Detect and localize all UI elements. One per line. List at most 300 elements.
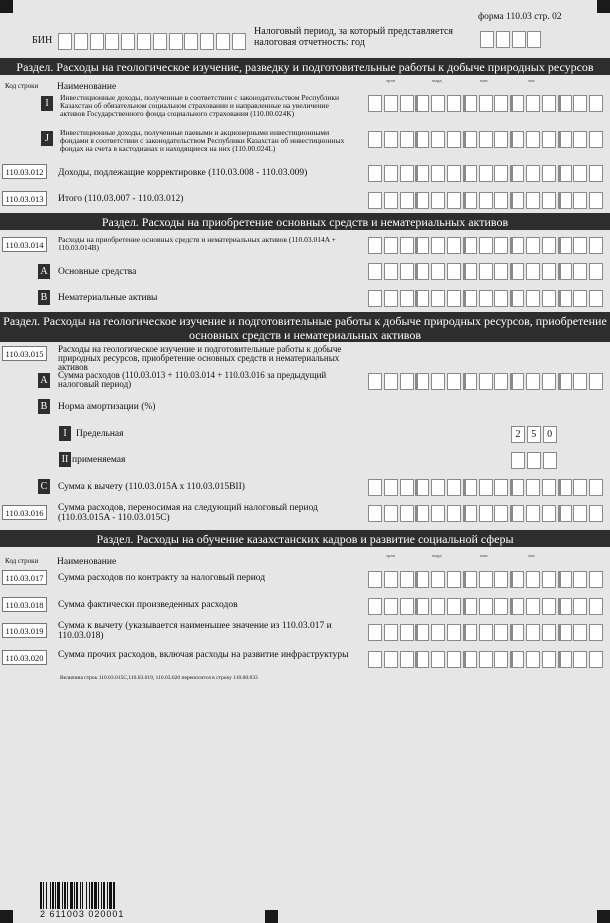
amount-cell[interactable] xyxy=(447,263,461,280)
amount-cell[interactable] xyxy=(384,598,398,615)
amount-cell[interactable] xyxy=(400,598,414,615)
row-letter-II-015: II xyxy=(59,452,71,467)
amount-cell[interactable] xyxy=(447,373,461,390)
amount-cell[interactable] xyxy=(558,165,572,182)
amount-cell[interactable] xyxy=(463,571,477,588)
amount-cell[interactable] xyxy=(384,373,398,390)
amount-cell[interactable] xyxy=(431,95,445,112)
unit-label: тыс xyxy=(528,78,535,83)
amount-cell[interactable] xyxy=(573,571,587,588)
amount-cell[interactable] xyxy=(573,598,587,615)
amount-cell[interactable] xyxy=(526,373,540,390)
bin-cell[interactable] xyxy=(200,33,214,50)
amount-cell[interactable] xyxy=(558,479,572,496)
amount-cell[interactable] xyxy=(589,192,603,209)
amount-cell[interactable] xyxy=(384,263,398,280)
amount-cell[interactable] xyxy=(447,290,461,307)
amount-cell[interactable] xyxy=(526,598,540,615)
amount-cell[interactable] xyxy=(415,373,429,390)
bin-cell[interactable] xyxy=(121,33,135,50)
row-label-110-03-020: Сумма прочих расходов, включая расходы на развитие инфраструктуры xyxy=(58,650,349,660)
amount-cell[interactable] xyxy=(573,624,587,641)
row-letter-B-015: B xyxy=(38,399,50,414)
bin-cell[interactable] xyxy=(216,33,230,50)
amount-cell[interactable] xyxy=(542,192,556,209)
amount-cell[interactable] xyxy=(463,505,477,522)
amount-cell[interactable] xyxy=(510,237,524,254)
amount-cell[interactable] xyxy=(510,624,524,641)
amount-cell[interactable] xyxy=(431,373,445,390)
amount-cell[interactable] xyxy=(431,192,445,209)
bin-cell[interactable] xyxy=(169,33,183,50)
amount-cell[interactable] xyxy=(573,505,587,522)
amount-cell[interactable] xyxy=(573,192,587,209)
amount-cell[interactable] xyxy=(558,290,572,307)
amount-cell[interactable] xyxy=(463,192,477,209)
amount-cell[interactable] xyxy=(558,263,572,280)
amount-cell[interactable] xyxy=(400,165,414,182)
code-110-03-016: 110.03.016 xyxy=(2,505,47,520)
amount-cell[interactable] xyxy=(558,624,572,641)
amount-cell[interactable] xyxy=(431,290,445,307)
amount-cell[interactable] xyxy=(494,95,508,112)
amount-cell[interactable] xyxy=(573,237,587,254)
row-label-applied: применяемая xyxy=(72,455,126,465)
barcode-bar xyxy=(109,882,112,909)
year-cell[interactable] xyxy=(496,31,510,48)
amount-cell[interactable] xyxy=(368,505,382,522)
corner-mark-bottom-right xyxy=(597,910,610,923)
amount-cell[interactable] xyxy=(589,165,603,182)
amount-cell[interactable] xyxy=(431,505,445,522)
amount-cell[interactable] xyxy=(431,165,445,182)
amount-cell[interactable] xyxy=(447,131,461,148)
bin-label: БИН xyxy=(32,35,53,46)
row-label-110-03-015C: Сумма к вычету (110.03.015A x 110.03.015BII) xyxy=(58,482,245,492)
amount-cell[interactable] xyxy=(558,131,572,148)
amount-cell[interactable] xyxy=(463,131,477,148)
amount-cell[interactable] xyxy=(589,598,603,615)
corner-mark-bottom-left xyxy=(0,910,13,923)
amount-cell[interactable] xyxy=(542,598,556,615)
amount-cell[interactable] xyxy=(542,479,556,496)
amount-cell[interactable] xyxy=(479,373,493,390)
amount-cell[interactable] xyxy=(400,651,414,668)
barcode-bar xyxy=(89,882,90,909)
amount-cell[interactable] xyxy=(494,192,508,209)
amount-cell[interactable] xyxy=(542,131,556,148)
amount-cell[interactable] xyxy=(589,479,603,496)
amount-cell[interactable] xyxy=(368,192,382,209)
unit-label: млн xyxy=(480,78,488,83)
amount-cell[interactable] xyxy=(510,479,524,496)
amount-cell[interactable] xyxy=(431,624,445,641)
row-label-fixed-assets: Основные средства xyxy=(58,267,137,277)
applied-rate-cell[interactable] xyxy=(527,452,541,469)
amount-cell[interactable] xyxy=(558,192,572,209)
barcode-bar xyxy=(76,882,78,909)
amount-cell[interactable] xyxy=(431,479,445,496)
row-label-110-03-017: Сумма расходов по контракту за налоговый период xyxy=(58,573,266,583)
amount-cell[interactable] xyxy=(526,624,540,641)
amount-cell[interactable] xyxy=(589,290,603,307)
amount-cell[interactable] xyxy=(510,165,524,182)
amount-cell[interactable] xyxy=(400,237,414,254)
corner-mark-bottom-mid xyxy=(265,910,278,923)
amount-cell[interactable] xyxy=(384,651,398,668)
amount-cell[interactable] xyxy=(400,373,414,390)
amount-cell[interactable] xyxy=(447,651,461,668)
amount-cell[interactable] xyxy=(368,263,382,280)
amount-cell[interactable] xyxy=(384,624,398,641)
section-4-header: Раздел. Расходы на обучение казахстанских кадров и развитие социальной сферы xyxy=(0,530,610,547)
amount-cell[interactable] xyxy=(589,131,603,148)
amount-cell[interactable] xyxy=(494,290,508,307)
amount-cell[interactable] xyxy=(368,571,382,588)
footnote: Величина строк 110.03.015C,110.03.019, 110.03.020 переносится в строку 110.00.033 xyxy=(60,675,258,681)
row-label-limit: Предельная xyxy=(76,429,124,439)
barcode-bar xyxy=(52,882,54,909)
amount-cell[interactable] xyxy=(510,290,524,307)
amount-cell[interactable] xyxy=(526,165,540,182)
amount-cell[interactable] xyxy=(526,651,540,668)
amount-cell[interactable] xyxy=(573,290,587,307)
row-label-110-03-016: Сумма расходов, переносимая на следующий налоговый период (110.03.015A - 110.03.015C) xyxy=(58,503,318,523)
barcode-bar xyxy=(57,882,60,909)
amount-cell[interactable] xyxy=(384,192,398,209)
amount-cell[interactable] xyxy=(384,290,398,307)
amount-cell[interactable] xyxy=(400,290,414,307)
amount-cell[interactable] xyxy=(415,290,429,307)
amount-cell[interactable] xyxy=(479,505,493,522)
barcode-bar xyxy=(82,882,83,909)
amount-cell[interactable] xyxy=(526,290,540,307)
amount-cell[interactable] xyxy=(431,651,445,668)
unit-label: тыс xyxy=(528,553,535,558)
barcode-bar xyxy=(98,882,99,909)
amount-cell[interactable] xyxy=(542,373,556,390)
col-header-name: Наименование xyxy=(57,82,117,92)
amount-cell[interactable] xyxy=(558,237,572,254)
amount-cell[interactable] xyxy=(558,571,572,588)
amount-cell[interactable] xyxy=(431,131,445,148)
row-letter-A-015: A xyxy=(38,373,50,388)
amount-cell[interactable] xyxy=(384,95,398,112)
amount-cell[interactable] xyxy=(368,373,382,390)
amount-cell[interactable] xyxy=(415,263,429,280)
amount-cell[interactable] xyxy=(463,624,477,641)
bin-cell[interactable] xyxy=(137,33,151,50)
bin-cell[interactable] xyxy=(153,33,167,50)
barcode-bar xyxy=(46,882,47,909)
amount-cell[interactable] xyxy=(415,479,429,496)
amount-cell[interactable] xyxy=(415,192,429,209)
bin-cell[interactable] xyxy=(58,33,72,50)
amount-cell[interactable] xyxy=(558,505,572,522)
code-110-03-015: 110.03.015 xyxy=(2,346,47,361)
limit-rate-digit[interactable]: 5 xyxy=(527,426,541,443)
amount-cell[interactable] xyxy=(542,571,556,588)
barcode-bar xyxy=(103,882,105,909)
amount-cell[interactable] xyxy=(558,95,572,112)
row-letter-B: B xyxy=(38,290,50,305)
amount-cell[interactable] xyxy=(494,624,508,641)
unit-label: млрд xyxy=(432,553,442,558)
amount-cell[interactable] xyxy=(494,479,508,496)
amount-cell[interactable] xyxy=(368,651,382,668)
amount-cell[interactable] xyxy=(415,571,429,588)
unit-label: млрд xyxy=(432,78,442,83)
row-letter-J: J xyxy=(41,131,53,146)
amount-cell[interactable] xyxy=(463,263,477,280)
col-header-name-2: Наименование xyxy=(57,557,117,567)
amount-cell[interactable] xyxy=(384,237,398,254)
amount-cell[interactable] xyxy=(415,165,429,182)
amount-cell[interactable] xyxy=(368,131,382,148)
amount-cell[interactable] xyxy=(400,479,414,496)
row-label-110-03-013: Итого (110.03.007 - 110.03.012) xyxy=(58,194,184,204)
amount-cell[interactable] xyxy=(526,479,540,496)
amount-cell[interactable] xyxy=(573,131,587,148)
amount-cell[interactable] xyxy=(510,505,524,522)
amount-cell[interactable] xyxy=(526,505,540,522)
amount-cell[interactable] xyxy=(479,263,493,280)
unit-label: млн xyxy=(480,553,488,558)
amount-cell[interactable] xyxy=(526,131,540,148)
year-cell[interactable] xyxy=(480,31,494,48)
amount-cell[interactable] xyxy=(589,373,603,390)
section-2-header: Раздел. Расходы на приобретение основных средств и нематериальных активов xyxy=(0,213,610,230)
amount-cell[interactable] xyxy=(384,571,398,588)
barcode-bar xyxy=(86,882,87,909)
limit-rate-digit[interactable]: 0 xyxy=(543,426,557,443)
amount-cell[interactable] xyxy=(415,598,429,615)
amount-cell[interactable] xyxy=(431,263,445,280)
barcode-bar xyxy=(40,882,42,909)
applied-rate-cell[interactable] xyxy=(511,452,525,469)
amount-cell[interactable] xyxy=(494,165,508,182)
barcode-image xyxy=(40,882,140,909)
amount-cell[interactable] xyxy=(368,598,382,615)
amount-cell[interactable] xyxy=(447,165,461,182)
amount-cell[interactable] xyxy=(494,131,508,148)
amount-cell[interactable] xyxy=(479,571,493,588)
amount-cell[interactable] xyxy=(589,651,603,668)
amount-cell[interactable] xyxy=(494,571,508,588)
amount-cell[interactable] xyxy=(463,479,477,496)
amount-cell[interactable] xyxy=(494,237,508,254)
amount-cell[interactable] xyxy=(447,95,461,112)
amount-cell[interactable] xyxy=(415,131,429,148)
amount-cell[interactable] xyxy=(573,651,587,668)
amount-cell[interactable] xyxy=(573,95,587,112)
amount-cell[interactable] xyxy=(447,237,461,254)
amount-cell[interactable] xyxy=(542,651,556,668)
amount-cell[interactable] xyxy=(510,263,524,280)
amount-cell[interactable] xyxy=(384,479,398,496)
amount-cell[interactable] xyxy=(510,598,524,615)
barcode-bar xyxy=(74,882,75,909)
amount-cell[interactable] xyxy=(479,651,493,668)
amount-cell[interactable] xyxy=(573,263,587,280)
amount-cell[interactable] xyxy=(431,598,445,615)
amount-cell[interactable] xyxy=(400,192,414,209)
amount-cell[interactable] xyxy=(368,624,382,641)
amount-cell[interactable] xyxy=(494,651,508,668)
amount-cell[interactable] xyxy=(510,571,524,588)
amount-cell[interactable] xyxy=(447,624,461,641)
amount-cell[interactable] xyxy=(415,95,429,112)
amount-cell[interactable] xyxy=(463,651,477,668)
amount-cell[interactable] xyxy=(558,651,572,668)
amount-cell[interactable] xyxy=(479,165,493,182)
barcode-bar xyxy=(91,882,93,909)
amount-cell[interactable] xyxy=(510,192,524,209)
barcode-bar xyxy=(70,882,73,909)
unit-label: трлн xyxy=(386,78,395,83)
amount-cell[interactable] xyxy=(510,651,524,668)
amount-cell[interactable] xyxy=(573,165,587,182)
amount-cell[interactable] xyxy=(400,624,414,641)
code-110-03-017: 110.03.017 xyxy=(2,570,47,585)
amount-cell[interactable] xyxy=(384,165,398,182)
col-header-line-code-2: Код строки xyxy=(5,557,39,565)
amount-cell[interactable] xyxy=(415,237,429,254)
barcode-bar xyxy=(94,882,97,909)
amount-cell[interactable] xyxy=(400,505,414,522)
row-label-110-00-024K: Инвестиционные доходы, полученные в соответствии с законодательством Республики Казахстан об обязательном социальном страховании и направленные на увеличение активов Государственного фонда социального страхования (110.00.024K) xyxy=(60,93,340,118)
amount-cell[interactable] xyxy=(479,624,493,641)
amount-cell[interactable] xyxy=(400,131,414,148)
amount-cell[interactable] xyxy=(431,571,445,588)
amount-cell[interactable] xyxy=(479,192,493,209)
barcode-bar xyxy=(62,882,63,909)
amount-cell[interactable] xyxy=(510,95,524,112)
bin-cell[interactable] xyxy=(232,33,246,50)
amount-cell[interactable] xyxy=(415,651,429,668)
amount-cell[interactable] xyxy=(573,373,587,390)
barcode-bar xyxy=(107,882,108,909)
amount-cell[interactable] xyxy=(447,598,461,615)
amount-cell[interactable] xyxy=(479,131,493,148)
amount-cell[interactable] xyxy=(526,263,540,280)
amount-cell[interactable] xyxy=(589,624,603,641)
amount-cell[interactable] xyxy=(368,290,382,307)
amount-cell[interactable] xyxy=(558,373,572,390)
amount-cell[interactable] xyxy=(479,237,493,254)
amount-cell[interactable] xyxy=(573,479,587,496)
amount-cell[interactable] xyxy=(494,505,508,522)
amount-cell[interactable] xyxy=(447,479,461,496)
amount-cell[interactable] xyxy=(479,290,493,307)
amount-cell[interactable] xyxy=(400,263,414,280)
bin-cell[interactable] xyxy=(105,33,119,50)
amount-cell[interactable] xyxy=(447,571,461,588)
amount-cell[interactable] xyxy=(526,192,540,209)
amount-cell[interactable] xyxy=(558,598,572,615)
amount-cell[interactable] xyxy=(463,95,477,112)
row-label-110-03-014: Расходы на приобретение основных средств и нематериальных активов (110.03.014A + 110.03.014B) xyxy=(58,235,336,252)
amount-cell[interactable] xyxy=(542,95,556,112)
amount-cell[interactable] xyxy=(526,237,540,254)
amount-cell[interactable] xyxy=(384,505,398,522)
amount-cell[interactable] xyxy=(384,131,398,148)
amount-cell[interactable] xyxy=(589,237,603,254)
row-label-110-03-015A: Сумма расходов (110.03.013 + 110.03.014 + 110.03.016 за предыдущий налоговый период) xyxy=(58,370,327,389)
form-number: форма 110.03 стр. 02 xyxy=(478,12,562,22)
amount-cell[interactable] xyxy=(589,263,603,280)
barcode-bar xyxy=(43,882,44,909)
amount-cell[interactable] xyxy=(463,598,477,615)
limit-rate-digit[interactable]: 2 xyxy=(511,426,525,443)
barcode-bar xyxy=(101,882,102,909)
amount-cell[interactable] xyxy=(447,192,461,209)
bin-cell[interactable] xyxy=(184,33,198,50)
barcode-bar xyxy=(113,882,115,909)
bin-cell[interactable] xyxy=(74,33,88,50)
year-cell[interactable] xyxy=(527,31,541,48)
amount-cell[interactable] xyxy=(479,598,493,615)
amount-cell[interactable] xyxy=(542,290,556,307)
applied-rate-cell[interactable] xyxy=(543,452,557,469)
row-letter-C-015: C xyxy=(38,479,50,494)
amount-cell[interactable] xyxy=(400,95,414,112)
amount-cell[interactable] xyxy=(400,571,414,588)
code-110-03-013: 110.03.013 xyxy=(2,191,47,206)
amount-cell[interactable] xyxy=(542,237,556,254)
amount-cell[interactable] xyxy=(526,571,540,588)
amount-cell[interactable] xyxy=(479,95,493,112)
bin-cell[interactable] xyxy=(90,33,104,50)
amount-cell[interactable] xyxy=(494,598,508,615)
amount-cell[interactable] xyxy=(494,263,508,280)
amount-cell[interactable] xyxy=(463,237,477,254)
amount-cell[interactable] xyxy=(368,237,382,254)
amount-cell[interactable] xyxy=(368,479,382,496)
amount-cell[interactable] xyxy=(368,95,382,112)
amount-cell[interactable] xyxy=(510,131,524,148)
amount-cell[interactable] xyxy=(463,165,477,182)
amount-cell[interactable] xyxy=(542,624,556,641)
barcode-bar xyxy=(64,882,66,909)
amount-cell[interactable] xyxy=(589,571,603,588)
amount-cell[interactable] xyxy=(526,95,540,112)
amount-cell[interactable] xyxy=(542,505,556,522)
amount-cell[interactable] xyxy=(415,505,429,522)
amount-cell[interactable] xyxy=(542,263,556,280)
amount-cell[interactable] xyxy=(368,165,382,182)
year-cell[interactable] xyxy=(512,31,526,48)
code-110-03-018: 110.03.018 xyxy=(2,597,47,612)
amount-cell[interactable] xyxy=(494,373,508,390)
section-1-header: Раздел. Расходы на геологическое изучение, разведку и подготовительные работы к добыче природных ресурсов xyxy=(0,58,610,75)
amount-cell[interactable] xyxy=(589,95,603,112)
row-letter-I-015: I xyxy=(59,426,71,441)
code-110-03-019: 110.03.019 xyxy=(2,623,47,638)
row-letter-I: I xyxy=(41,96,53,111)
amount-cell[interactable] xyxy=(415,624,429,641)
row-letter-A: A xyxy=(38,264,50,279)
amount-cell[interactable] xyxy=(463,373,477,390)
amount-cell[interactable] xyxy=(431,237,445,254)
amount-cell[interactable] xyxy=(479,479,493,496)
amount-cell[interactable] xyxy=(510,373,524,390)
amount-cell[interactable] xyxy=(463,290,477,307)
amount-cell[interactable] xyxy=(447,505,461,522)
unit-label: трлн xyxy=(386,553,395,558)
amount-cell[interactable] xyxy=(589,505,603,522)
amount-cell[interactable] xyxy=(542,165,556,182)
